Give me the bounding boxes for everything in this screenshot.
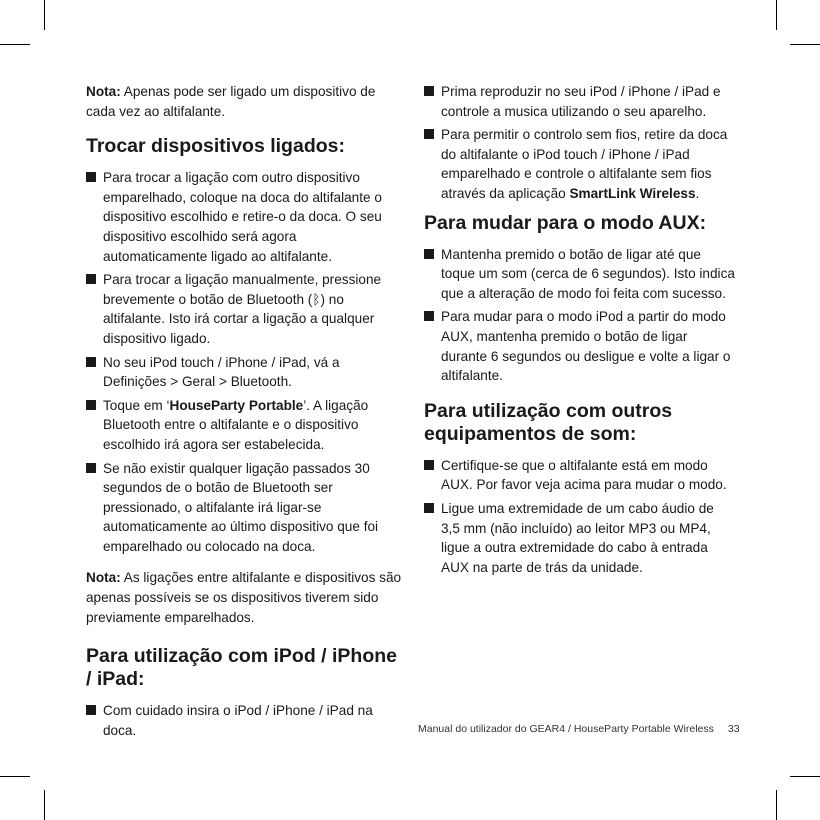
- footer-title: Manual do utilizador do GEAR4 / HouseParty Portable Wireless: [418, 723, 714, 735]
- list-switch-devices: [86, 168, 404, 556]
- list-aux-mode: [424, 245, 736, 386]
- crop-mark: [44, 790, 45, 820]
- list-item: Para trocar a ligação com outro dispositivo emparelhado, coloque na doca do altifalante o dispositivo escolhido e retire-o da doca. O seu dispositivo escolhido será agora automaticamente ligado ao altifalante.: [86, 168, 404, 266]
- bullet-square-icon: [86, 357, 96, 367]
- right-column: [424, 82, 736, 589]
- note-pairing: Nota: As ligações entre altifalante e dispositivos são apenas possíveis se os dispositivos tiverem sido previamente emparelhados.: [86, 570, 402, 625]
- bullet-square-icon: [424, 249, 434, 259]
- list-ipod-use: [86, 701, 404, 740]
- crop-mark: [0, 776, 30, 777]
- note-single-device: Nota: Apenas pode ser ligado um dispositivo de cada vez ao altifalante.: [86, 84, 376, 119]
- heading-switch-devices: Trocar dispositivos ligados:: [86, 135, 345, 158]
- bullet-square-icon: [424, 503, 434, 513]
- left-column: [86, 82, 404, 752]
- list-other-equipment: [424, 456, 736, 578]
- list-item: Mantenha premido o botão de ligar até que toque um som (cerca de 6 segundos). Isto indica que a alteração de modo foi feita com sucesso.: [424, 245, 736, 304]
- list-item: Prima reproduzir no seu iPod / iPhone / iPad e controle a musica utilizando o seu aparelho.: [424, 82, 736, 121]
- bullet-square-icon: [424, 460, 434, 470]
- list-item: Se não existir qualquer ligação passados 30 segundos de o botão de Bluetooth ser pressionado, o altifalante irá ligar-se automaticamente ao último dispositivo que foi emparelhado ou colocado na doca.: [86, 459, 404, 557]
- heading-aux-mode: Para mudar para o modo AUX:: [424, 211, 707, 234]
- list-item: Toque em ‘HouseParty Portable’. A ligação Bluetooth entre o altifalante e o dispositivo escolhido irá agora ser estabelecida.: [86, 396, 404, 455]
- crop-mark: [790, 776, 820, 777]
- crop-mark: [776, 790, 777, 820]
- page-footer: [418, 723, 740, 735]
- page-number: 33: [727, 723, 740, 735]
- bullet-square-icon: [86, 400, 96, 410]
- bullet-square-icon: [424, 311, 434, 321]
- list-item: Para trocar a ligação manualmente, pressione brevemente o botão de Bluetooth (ᛒ) no altifalante. Isto irá cortar a ligação a qualquer dispositivo ligado.: [86, 270, 404, 348]
- list-ipod-use-continued: [424, 82, 736, 204]
- list-item: Para permitir o controlo sem fios, retire da doca do altifalante o iPod touch / iPhone / iPad emparelhado e controle o altifalante sem fios através da aplicação SmartLink Wireless.: [424, 125, 736, 203]
- bullet-square-icon: [86, 463, 96, 473]
- crop-mark: [790, 44, 820, 45]
- bullet-square-icon: [86, 274, 96, 284]
- bullet-square-icon: [424, 129, 434, 139]
- list-item: Para mudar para o modo iPod a partir do modo AUX, mantenha premido o botão de ligar durante 6 segundos ou desligue e volte a ligar o altifalante.: [424, 307, 736, 385]
- list-item: Certifique-se que o altifalante está em modo AUX. Por favor veja acima para mudar o modo.: [424, 456, 736, 495]
- bullet-square-icon: [86, 705, 96, 715]
- crop-mark: [44, 0, 45, 30]
- bullet-square-icon: [86, 172, 96, 182]
- bullet-square-icon: [424, 86, 434, 96]
- list-item: Com cuidado insira o iPod / iPhone / iPad na doca.: [86, 701, 404, 740]
- heading-ipod-use: Para utilização com iPod / iPhone / iPad:: [86, 645, 397, 691]
- heading-other-equipment: Para utilização com outros equipamentos de som:: [424, 399, 673, 445]
- list-item: Ligue uma extremidade de um cabo áudio de 3,5 mm (não incluído) ao leitor MP3 ou MP4, ligue a outra extremidade do cabo à entrada AUX na parte de trás da unidade.: [424, 499, 736, 577]
- crop-mark: [776, 0, 777, 30]
- crop-mark: [0, 44, 30, 45]
- list-item: No seu iPod touch / iPhone / iPad, vá a Definições > Geral > Bluetooth.: [86, 353, 404, 392]
